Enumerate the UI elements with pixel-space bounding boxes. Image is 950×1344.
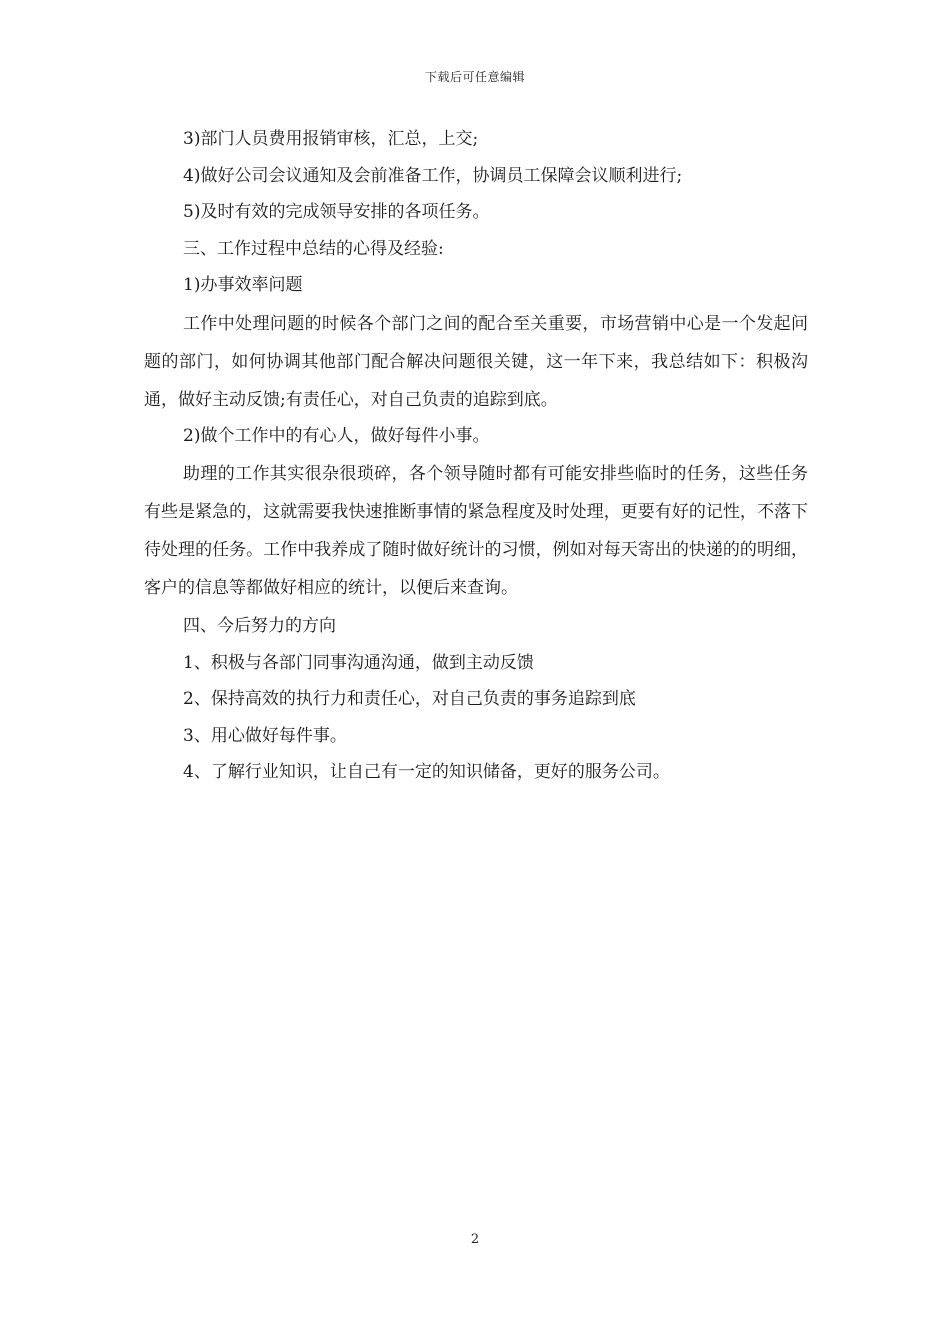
page-header: 下载后可任意编辑 — [424, 70, 525, 84]
paragraph-item-3: 3)部门人员费用报销审核，汇总，上交; — [183, 129, 479, 149]
subheading-efficiency: 1)办事效率问题 — [183, 275, 303, 295]
direction-item-1: 1、积极与各部门同事沟通沟通，做到主动反馈 — [183, 652, 534, 673]
document-body — [144, 121, 808, 791]
direction-item-4: 4、了解行业知识，让自己有一定的知识储备，更好的服务公司。 — [183, 762, 670, 782]
paragraph-item-5: 5)及时有效的完成领导安排的各项任务。 — [183, 202, 490, 222]
paragraph-item-4: 4)做好公司会议通知及会前准备工作，协调员工保障会议顺利进行; — [183, 165, 683, 186]
paragraph-body-assistant: 助理的工作其实很杂很琐碎，各个领导随时都有可能安排些临时的任务，这些任务有些是紧急的，这就需要我快速推断事情的紧急程度及时处理，更要有好的记性，不落下待处理的任务。工作中我养成了随时做好统计的习惯，例如对每天寄出的快递的的明细，客户的信息等都做好相应的统计，以便后来查询。 — [144, 464, 808, 598]
page-number: 2 — [470, 1232, 480, 1247]
paragraph-body-efficiency: 工作中处理问题的时候各个部门之间的配合至关重要，市场营销中心是一个发起问题的部门，如何协调其他部门配合解决问题很关键，这一年下来，我总结如下：积极沟通，做好主动反馈;有责任心，对自己负责的追踪到底。 — [144, 313, 808, 410]
direction-item-3: 3、用心做好每件事。 — [183, 725, 347, 746]
section-heading-3: 三、工作过程中总结的心得及经验: — [183, 238, 444, 259]
direction-item-2: 2、保持高效的执行力和责任心，对自己负责的事务追踪到底 — [183, 689, 636, 709]
subheading-attentive: 2)做个工作中的有心人，做好每件小事。 — [183, 425, 490, 446]
section-heading-4: 四、今后努力的方向 — [183, 616, 336, 636]
